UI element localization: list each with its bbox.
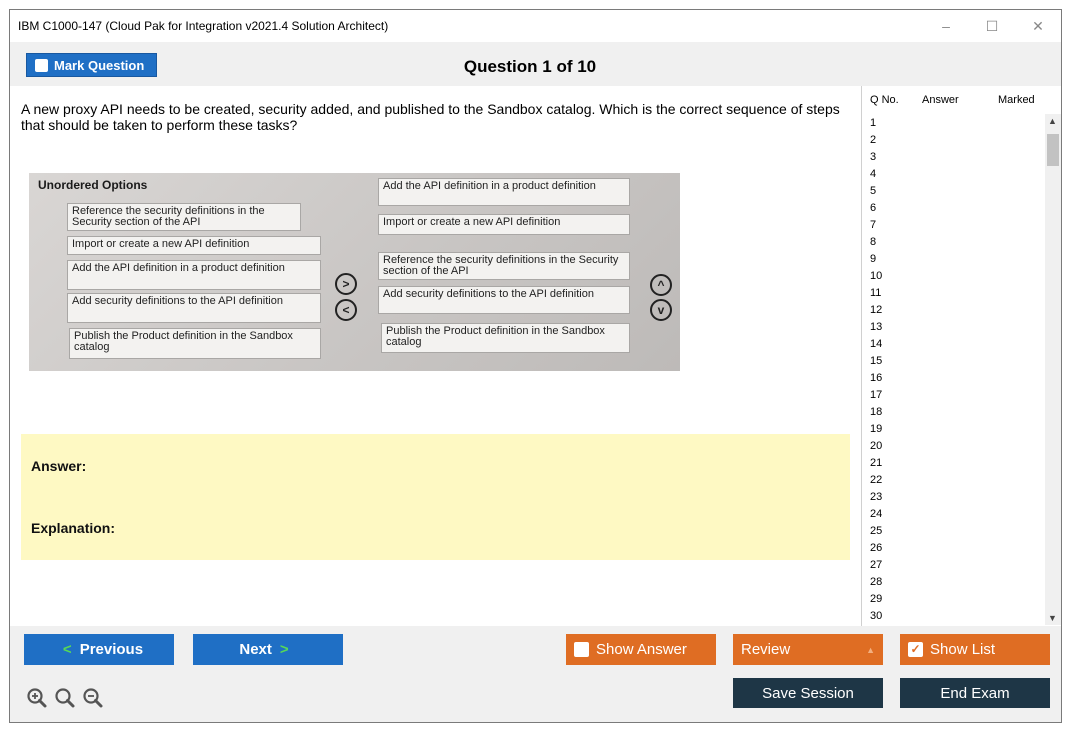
question-content-panel (10, 86, 861, 626)
question-list-row[interactable]: 25 (870, 525, 883, 537)
checkbox-icon (574, 642, 589, 657)
scrollbar-thumb[interactable] (1047, 134, 1059, 166)
question-list-row[interactable]: 28 (870, 576, 883, 588)
question-text: A new proxy API needs to be created, security added, and published to the Sandbox catalog. Which is the correct sequence of steps that should be taken to perform these tasks? (21, 101, 840, 133)
scroll-down-icon[interactable]: ▼ (1048, 613, 1057, 623)
show-answer-button[interactable] (566, 634, 716, 665)
question-list-row[interactable]: 1 (870, 117, 877, 129)
ordering-options-image (29, 173, 680, 371)
question-list-row[interactable]: 4 (870, 168, 877, 180)
answer-column-header: Answer (922, 94, 959, 106)
unordered-option-3: Add the API definition in a product definition (67, 260, 321, 290)
review-dropdown-button[interactable] (733, 634, 883, 665)
scroll-up-icon[interactable]: ▲ (1048, 116, 1057, 126)
show-list-label: Show List (930, 641, 996, 658)
unordered-option-1: Reference the security definitions in the Security section of the API (67, 203, 301, 231)
question-list-row[interactable]: 30 (870, 610, 883, 622)
zoom-out-icon[interactable] (82, 687, 104, 709)
review-label: Review (741, 641, 791, 658)
ordered-option-1: Add the API definition in a product definition (378, 178, 630, 206)
ordered-option-3: Reference the security definitions in the Security section of the API (378, 252, 630, 280)
checked-checkbox-icon: ✓ (908, 642, 923, 657)
move-up-icon: ^ (650, 274, 672, 296)
question-list-row[interactable]: 19 (870, 423, 883, 435)
question-list-row[interactable]: 2 (870, 134, 877, 146)
question-list-row[interactable]: 11 (870, 287, 882, 299)
next-button[interactable] (193, 634, 343, 665)
mark-question-label: Mark Question (54, 57, 145, 73)
question-list-row[interactable]: 8 (870, 236, 877, 248)
title-bar (10, 10, 1061, 42)
previous-label: Previous (79, 641, 144, 658)
question-header-bar (10, 42, 1061, 86)
explanation-label: Explanation: (31, 520, 116, 536)
question-list-row[interactable]: 9 (870, 253, 877, 265)
qno-column-header: Q No. (870, 94, 899, 106)
end-exam-button[interactable]: End Exam (900, 678, 1050, 708)
ordered-option-2: Import or create a new API definition (378, 214, 630, 235)
ordered-option-4: Add security definitions to the API definition (378, 286, 630, 314)
question-list-row[interactable]: 13 (870, 321, 883, 333)
unordered-options-heading: Unordered Options (38, 178, 148, 192)
question-list-row[interactable]: 23 (870, 491, 883, 503)
question-list-row[interactable]: 29 (870, 593, 883, 605)
question-list-panel (861, 86, 1061, 626)
mark-question-button[interactable] (26, 53, 157, 77)
question-list-row[interactable]: 27 (870, 559, 883, 571)
question-list-row[interactable]: 15 (870, 355, 883, 367)
unordered-option-4: Add security definitions to the API definition (67, 293, 321, 323)
question-list-row[interactable]: 12 (870, 304, 883, 316)
unordered-option-2: Import or create a new API definition (67, 236, 321, 255)
maximize-button[interactable]: ☐ (985, 17, 999, 34)
move-down-icon: v (650, 299, 672, 321)
move-right-icon: > (335, 273, 357, 295)
next-label: Next (239, 641, 272, 658)
question-list-row[interactable]: 3 (870, 151, 877, 163)
chevron-right-icon: > (279, 641, 289, 658)
question-list-row[interactable]: 16 (870, 372, 883, 384)
answer-label: Answer: (31, 458, 87, 474)
close-button[interactable]: ✕ (1032, 17, 1044, 34)
unordered-option-5: Publish the Product definition in the Sandbox catalog (69, 328, 321, 359)
checkbox-icon (35, 59, 48, 72)
minimize-button[interactable]: – (942, 18, 950, 34)
question-list-row[interactable]: 26 (870, 542, 883, 554)
app-window (9, 9, 1062, 723)
question-counter-title: Question 1 of 10 (463, 57, 597, 76)
marked-column-header: Marked (998, 94, 1035, 106)
answer-panel (21, 434, 850, 560)
zoom-in-icon[interactable] (26, 687, 48, 709)
save-session-button[interactable]: Save Session (733, 678, 883, 708)
question-list-rows (870, 116, 1045, 626)
zoom-reset-icon[interactable] (54, 687, 76, 709)
question-list-row[interactable]: 6 (870, 202, 877, 214)
question-list-row[interactable]: 10 (870, 270, 883, 282)
question-list-row[interactable]: 21 (870, 457, 883, 469)
question-list-row[interactable]: 20 (870, 440, 883, 452)
move-left-icon: < (335, 299, 357, 321)
question-list-row[interactable]: 5 (870, 185, 877, 197)
question-list-row[interactable]: 18 (870, 406, 883, 418)
question-list-row[interactable]: 14 (870, 338, 883, 350)
ordered-option-5: Publish the Product definition in the Sandbox catalog (381, 323, 630, 353)
question-list-row[interactable]: 17 (870, 389, 883, 401)
previous-button[interactable] (24, 634, 174, 665)
question-list-row[interactable]: 24 (870, 508, 883, 520)
chevron-left-icon: < (62, 641, 72, 658)
dropdown-arrow-icon: ▲ (866, 644, 875, 655)
show-answer-label: Show Answer (596, 641, 687, 658)
question-list-row[interactable]: 22 (870, 474, 883, 486)
question-list-row[interactable]: 7 (870, 219, 877, 231)
show-list-button[interactable] (900, 634, 1050, 665)
question-list-scrollbar[interactable] (1045, 114, 1061, 625)
window-title: IBM C1000-147 (Cloud Pak for Integration v2021.4 Solution Architect) (18, 19, 389, 33)
